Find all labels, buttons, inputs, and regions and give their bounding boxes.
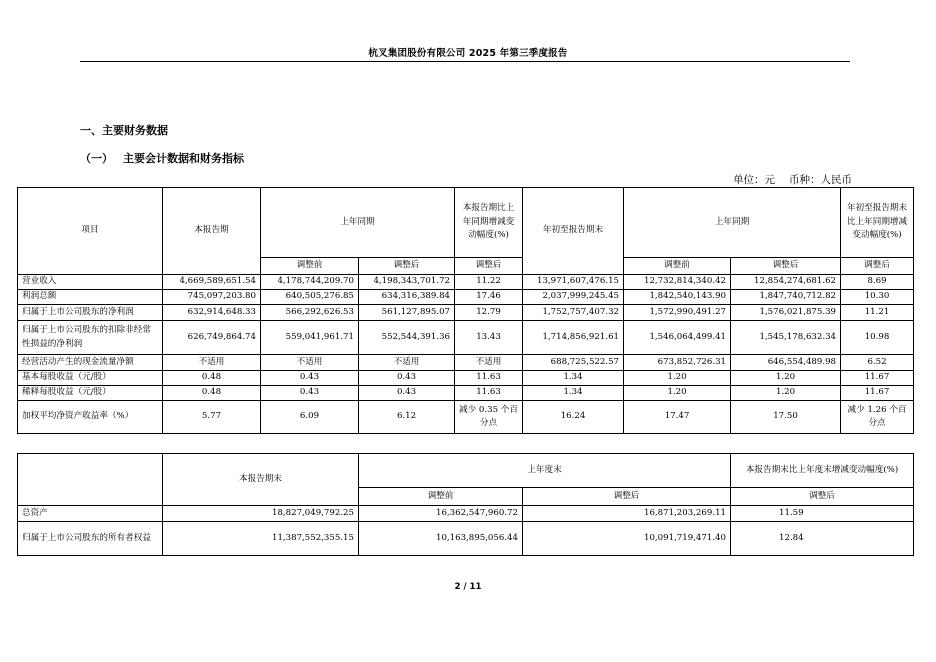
table-row	[18, 386, 914, 401]
cell-value: 6.12	[359, 401, 455, 434]
cell-value: 1,847,740,712.82	[731, 290, 841, 305]
report-header-title: 杭叉集团股份有限公司 2025 年第三季度报告	[368, 48, 568, 59]
header-ytd-change: 年初至报告期末比上年同期增减变动幅度(%)	[841, 188, 914, 258]
cell-value: 745,097,203.80	[163, 290, 261, 305]
table-header-row	[18, 188, 914, 258]
cell-value: 10.98	[841, 321, 914, 355]
cell-value: 1,576,021,875.39	[731, 305, 841, 321]
cell-value: 减少 1.26 个百分点	[841, 401, 914, 434]
cell-value: 11.63	[455, 371, 523, 386]
cell-value: 11.67	[841, 371, 914, 386]
row-label: 营业收入	[18, 275, 163, 290]
cell-value: 566,292,626.53	[261, 305, 359, 321]
cell-value: 1,545,178,632.34	[731, 321, 841, 355]
cell-value: 1,752,757,407.32	[523, 305, 624, 321]
subsection-number: （一）	[80, 152, 113, 165]
cell-value: 4,178,744,209.70	[261, 275, 359, 290]
cell-value: 16,362,547,960.72	[359, 506, 523, 522]
header-prior-ytd: 上年同期	[624, 188, 841, 258]
row-label: 总资产	[18, 506, 163, 522]
subheader-after: 调整后	[841, 258, 914, 275]
header-prior-period: 上年同期	[261, 188, 455, 258]
section-heading-main-financial-data: 一、主要财务数据	[80, 124, 168, 137]
cell-value: 688,725,522.57	[523, 355, 624, 371]
subheader-before: 调整前	[261, 258, 359, 275]
cell-value: 11.63	[455, 386, 523, 401]
cell-value: 1.20	[624, 371, 731, 386]
cell-value: 11.21	[841, 305, 914, 321]
cell-value: 561,127,895.07	[359, 305, 455, 321]
cell-value: 1.20	[731, 371, 841, 386]
table-row	[18, 355, 914, 371]
cell-value: 0.43	[359, 386, 455, 401]
cell-value: 不适用	[261, 355, 359, 371]
cell-value: 11,387,552,355.15	[163, 522, 359, 556]
table-row	[18, 371, 914, 386]
cell-value: 1.34	[523, 386, 624, 401]
cell-value: 不适用	[455, 355, 523, 371]
header-period-change: 本报告期比上年同期增减变动幅度(%)	[455, 188, 523, 258]
subheader-after: 调整后	[523, 488, 731, 506]
cell-value: 10,091,719,471.40	[523, 522, 731, 556]
cell-value: 17.46	[455, 290, 523, 305]
header-item: 项目	[18, 188, 163, 275]
header-current-period: 本报告期	[163, 188, 261, 275]
subheader-after: 调整后	[455, 258, 523, 275]
cell-value: 1,714,856,921.61	[523, 321, 624, 355]
table-row	[18, 522, 914, 556]
cell-value: 10,163,895,056.44	[359, 522, 523, 556]
cell-value: 0.48	[163, 371, 261, 386]
header-empty	[18, 454, 163, 506]
row-label: 稀释每股收益（元/股）	[18, 386, 163, 401]
subheader-after: 调整后	[359, 258, 455, 275]
subsection-heading	[80, 150, 244, 166]
cell-value: 13.43	[455, 321, 523, 355]
cell-value: 18,827,049,792.25	[163, 506, 359, 522]
cell-value: 626,749,864.74	[163, 321, 261, 355]
cell-value: 4,669,589,651.54	[163, 275, 261, 290]
cell-value: 1.20	[624, 386, 731, 401]
subheader-before: 调整前	[624, 258, 731, 275]
row-label: 归属于上市公司股东的净利润	[18, 305, 163, 321]
unit-label: 单位：元	[733, 174, 775, 186]
cell-value: 1,572,990,491.27	[624, 305, 731, 321]
cell-value: 11.59	[731, 506, 914, 522]
table-row	[18, 290, 914, 305]
balance-indicators-table	[17, 453, 914, 556]
cell-value: 6.52	[841, 355, 914, 371]
header-rule	[80, 61, 850, 62]
cell-value: 1,842,540,143.90	[624, 290, 731, 305]
cell-value: 不适用	[359, 355, 455, 371]
cell-value: 8.69	[841, 275, 914, 290]
key-financial-indicators-table	[17, 187, 914, 434]
subheader-after: 调整后	[731, 488, 914, 506]
cell-value: 16.24	[523, 401, 624, 434]
cell-value: 5.77	[163, 401, 261, 434]
page-number: 2 / 11	[454, 582, 482, 592]
subheader-before: 调整前	[359, 488, 523, 506]
table-row	[18, 321, 914, 355]
cell-value: 17.47	[624, 401, 731, 434]
cell-value: 4,198,343,701.72	[359, 275, 455, 290]
currency-label: 币种：人民币	[789, 174, 852, 186]
cell-value: 0.43	[261, 386, 359, 401]
row-label: 经营活动产生的现金流量净额	[18, 355, 163, 371]
unit-note	[733, 172, 852, 187]
header-period-end: 本报告期末	[163, 454, 359, 506]
row-label: 利润总额	[18, 290, 163, 305]
cell-value: 17.50	[731, 401, 841, 434]
cell-value: 673,852,726.31	[624, 355, 731, 371]
table-row	[18, 275, 914, 290]
cell-value: 0.43	[359, 371, 455, 386]
cell-value: 12,854,274,681.62	[731, 275, 841, 290]
cell-value: 1.34	[523, 371, 624, 386]
cell-value: 13,971,607,476.15	[523, 275, 624, 290]
cell-value: 632,914,648.33	[163, 305, 261, 321]
row-label: 归属于上市公司股东的扣除非经常性损益的净利润	[18, 321, 163, 355]
row-label: 加权平均净资产收益率（%）	[18, 401, 163, 434]
cell-value: 6.09	[261, 401, 359, 434]
cell-value: 12.79	[455, 305, 523, 321]
cell-value: 640,505,276.85	[261, 290, 359, 305]
cell-value: 1.20	[731, 386, 841, 401]
cell-value: 减少 0.35 个百分点	[455, 401, 523, 434]
cell-value: 0.48	[163, 386, 261, 401]
table-row	[18, 506, 914, 522]
subheader-after: 调整后	[731, 258, 841, 275]
cell-value: 11.22	[455, 275, 523, 290]
table-row	[18, 305, 914, 321]
cell-value: 12.84	[731, 522, 914, 556]
cell-value: 16,871,203,269.11	[523, 506, 731, 522]
cell-value: 646,554,489.98	[731, 355, 841, 371]
cell-value: 1,546,064,499.41	[624, 321, 731, 355]
cell-value: 10.30	[841, 290, 914, 305]
subsection-title: 主要会计数据和财务指标	[123, 152, 244, 165]
cell-value: 552,544,391.36	[359, 321, 455, 355]
table-row	[18, 401, 914, 434]
header-ytd: 年初至报告期末	[523, 188, 624, 275]
cell-value: 11.67	[841, 386, 914, 401]
cell-value: 634,316,389.84	[359, 290, 455, 305]
header-prior-year-end: 上年度末	[359, 454, 731, 488]
cell-value: 0.43	[261, 371, 359, 386]
row-label: 归属于上市公司股东的所有者权益	[18, 522, 163, 556]
cell-value: 不适用	[163, 355, 261, 371]
table-header-row	[18, 454, 914, 488]
row-label: 基本每股收益（元/股）	[18, 371, 163, 386]
cell-value: 2,037,999,245.45	[523, 290, 624, 305]
cell-value: 12,732,814,340.42	[624, 275, 731, 290]
cell-value: 559,041,961.71	[261, 321, 359, 355]
header-change: 本报告期末比上年度末增减变动幅度(%)	[731, 454, 914, 488]
